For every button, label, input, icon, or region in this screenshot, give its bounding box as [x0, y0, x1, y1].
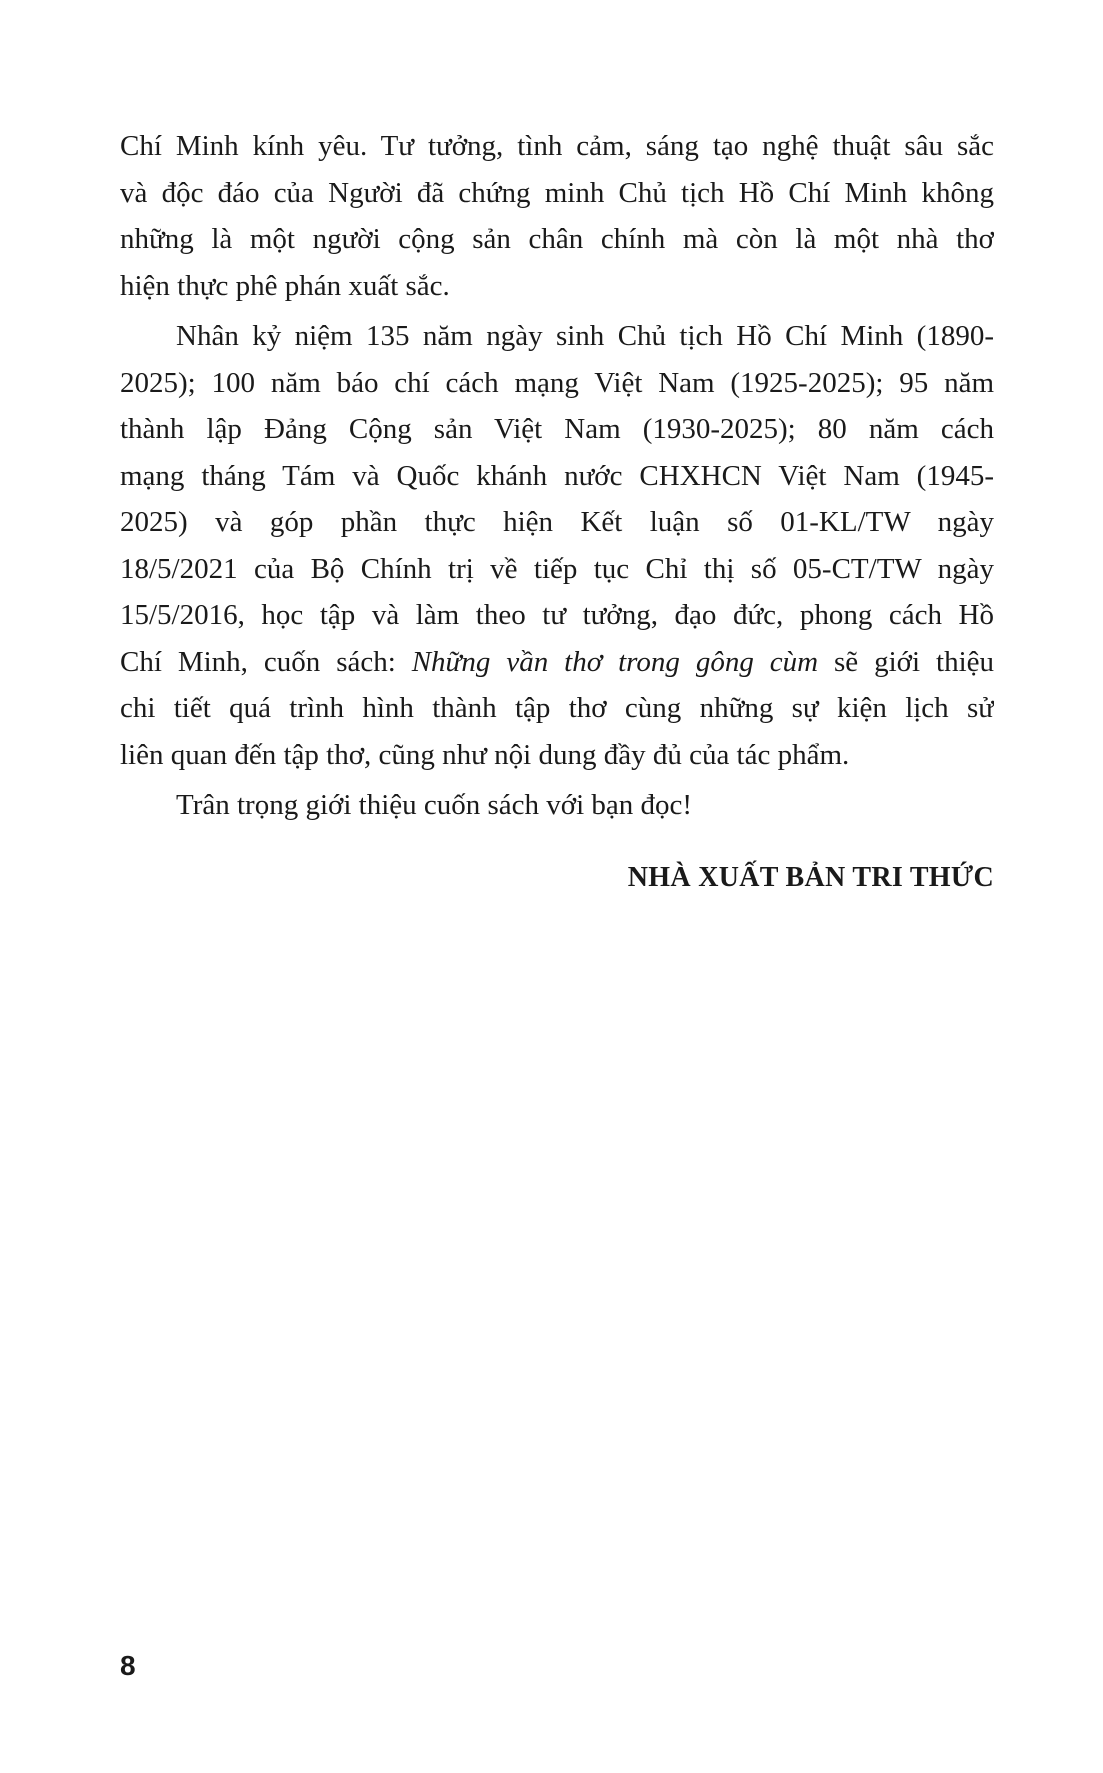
- page-number: 8: [120, 1650, 136, 1681]
- text-line: 2025); 100 năm báo chí cách mạng Việt Nam (1925-2025); 95 năm: [120, 366, 994, 399]
- text-fragment: Chí Minh, cuốn sách:: [120, 645, 412, 678]
- body-text: [120, 123, 994, 833]
- text-line: và độc đáo của Người đã chứng minh Chủ tịch Hồ Chí Minh không: [120, 176, 994, 209]
- text-line: liên quan đến tập thơ, cũng như nội dung đầy đủ của tác phẩm.: [120, 738, 850, 771]
- text-line: hiện thực phê phán xuất sắc.: [120, 269, 450, 302]
- text-line: những là một người cộng sản chân chính mà còn là một nhà thơ: [120, 223, 994, 255]
- text-line: 2025) và góp phần thực hiện Kết luận số 01-KL/TW ngày: [120, 506, 994, 538]
- publisher-signature: NHÀ XUẤT BẢN TRI THỨC: [627, 862, 994, 893]
- paragraph-2: [120, 313, 994, 778]
- text-line: Trân trọng giới thiệu cuốn sách với bạn đọc!: [176, 789, 693, 821]
- text-line: Chí Minh kính yêu. Tư tưởng, tình cảm, sáng tạo nghệ thuật sâu sắc: [120, 130, 994, 162]
- text-line: thành lập Đảng Cộng sản Việt Nam (1930-2025); 80 năm cách: [120, 413, 994, 445]
- paragraph-1: [120, 123, 994, 309]
- book-title: Những vần thơ trong gông cùm: [411, 645, 819, 678]
- paragraph-3: [120, 782, 994, 829]
- text-line-with-title: [120, 639, 994, 686]
- text-line: mạng tháng Tám và Quốc khánh nước CHXHCN Việt Nam (1945-: [120, 459, 994, 492]
- text-line: Nhân kỷ niệm 135 năm ngày sinh Chủ tịch Hồ Chí Minh (1890-: [176, 320, 994, 352]
- text-line: 18/5/2021 của Bộ Chính trị về tiếp tục Chỉ thị số 05-CT/TW ngày: [120, 552, 994, 585]
- text-fragment: sẽ giới thiệu: [818, 645, 994, 678]
- text-line: chi tiết quá trình hình thành tập thơ cùng những sự kiện lịch sử: [120, 692, 994, 724]
- text-line: 15/5/2016, học tập và làm theo tư tưởng, đạo đức, phong cách Hồ: [120, 599, 994, 631]
